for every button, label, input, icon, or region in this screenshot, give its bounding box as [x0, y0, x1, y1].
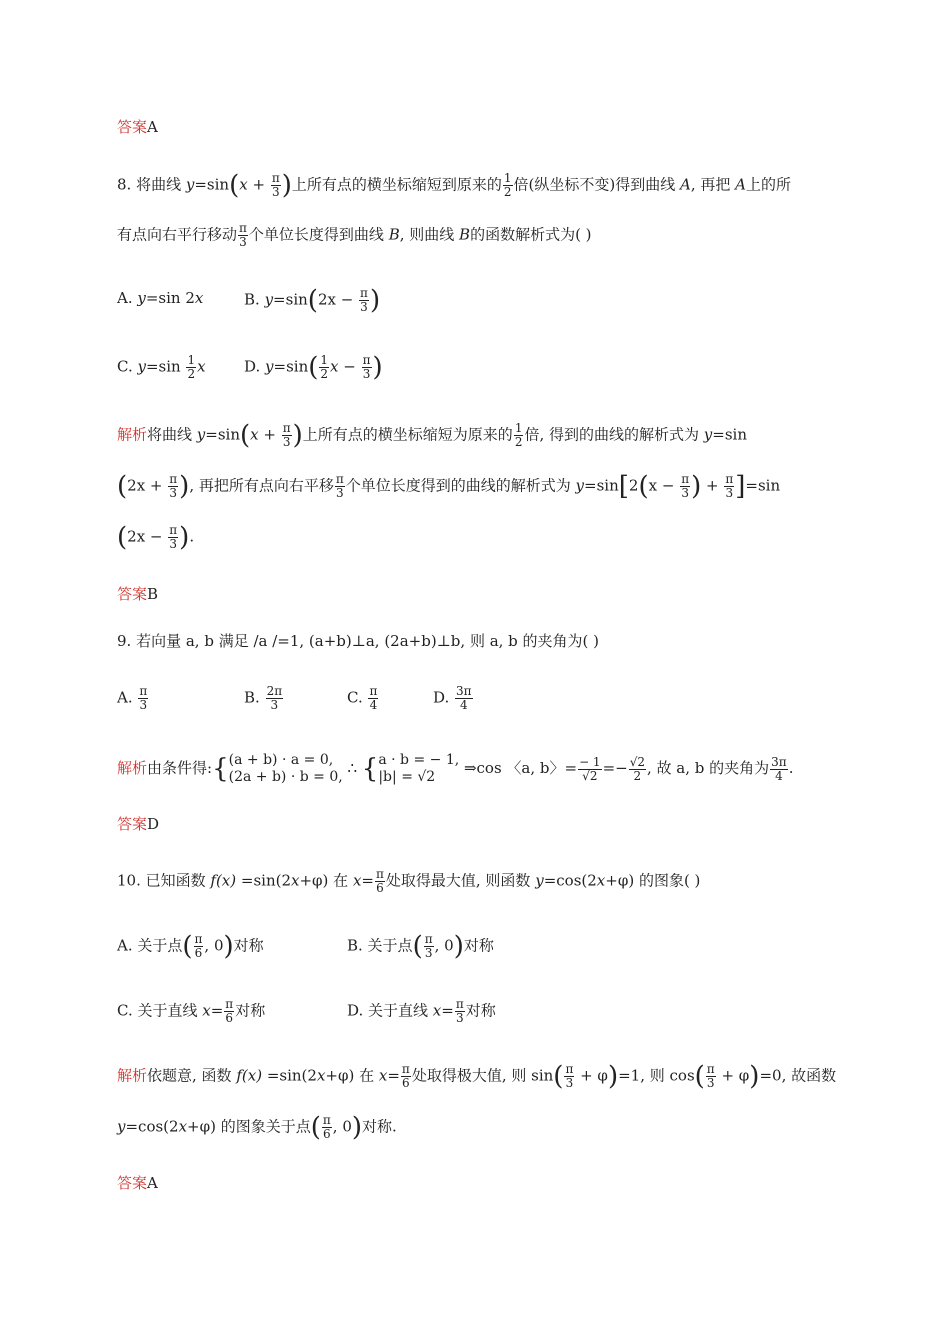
q8-text: , 则曲线 — [399, 225, 460, 244]
solution-9: 解析由条件得:{ (a + b) · a = 0, (2a + b) · b = 0, ∴ { a · b = − 1, |b| = √2 ⇒cos 〈a, b〉= $\frac{- 1}{√2}$ =− $\frac{√2}{2}$ , 故 a, b 的夹角为 $\frac{3\pi}{4}$ . — [117, 752, 794, 785]
var-y: y — [185, 175, 195, 194]
question-8-line-1: 8. 将曲线 y=sin(x + $\frac{\pi}{3}$ )上所有点的横坐标缩短到原来的 $\frac{1}{2}$ 倍(纵坐标不变)得到曲线 A, 再把 A上的所 — [117, 170, 792, 201]
q8-option-d[interactable]: D. y=sin( $\frac{1}{2}$ x − $\frac{\pi}{3}$ ) — [244, 352, 383, 383]
curve-B: B — [459, 225, 471, 244]
answer-label: 答案 — [117, 585, 148, 603]
curve-A: A — [735, 175, 746, 194]
solution-label: 解析 — [117, 1066, 148, 1085]
q8-text: , 再把 — [690, 175, 736, 194]
fraction-pi-3: $\frac{\pi}{3}$ — [239, 221, 247, 249]
answer-label: 答案 — [117, 1174, 148, 1192]
plus: + — [247, 175, 270, 194]
solution-10-line-2: y=cos(2x+φ) 的图象关于点( $\frac{\pi}{6}$ , 0)对称. — [117, 1112, 397, 1143]
q8-sin: =sin — [194, 175, 230, 194]
q8-text: 上所有点的横坐标缩短到原来的 — [291, 175, 502, 194]
q9-option-d[interactable]: D. $\frac{3\pi}{4}$ — [433, 684, 472, 712]
solution-10-line-1: 解析依题意, 函数 f(x) =sin(2x+φ) 在 x= $\frac{\pi}{6}$ 处取得极大值, 则 sin( $\frac{\pi}{3}$ + φ)=1, 则 cos( $\frac{\pi}{3}$ + φ)=0, 故函数 — [117, 1061, 837, 1092]
q8-option-b[interactable]: B. y=sin(2x − $\frac{\pi}{3}$ ) — [244, 285, 381, 316]
q8-text: 8. 将曲线 — [117, 175, 186, 194]
solution-8-line-1: 解析将曲线 y=sin(x + $\frac{\pi}{3}$ )上所有点的横坐标缩短为原来的 $\frac{1}{2}$ 倍, 得到的曲线的解析式为 y=sin — [117, 420, 747, 451]
q10-option-b[interactable]: B. 关于点( $\frac{\pi}{3}$ , 0)对称 — [347, 931, 494, 962]
answer-value: A — [147, 1174, 158, 1192]
q8-text: 上的所 — [746, 175, 792, 194]
q8-text: 个单位长度得到曲线 — [248, 225, 389, 244]
fraction-pi-3: $\frac{\pi}{3}$ — [271, 171, 280, 199]
q8-text: 有点向右平行移动 — [117, 225, 238, 244]
question-9 — [117, 630, 599, 652]
q10-option-d[interactable]: D. 关于直线 x= $\frac{\pi}{3}$ 对称 — [347, 997, 496, 1025]
solution-label: 解析 — [117, 425, 148, 444]
q8-text: 倍(纵坐标不变)得到曲线 — [513, 175, 680, 194]
q9-option-c[interactable]: C. $\frac{\pi}{4}$ — [347, 684, 378, 712]
answer-value: A — [147, 118, 158, 136]
q10-option-a[interactable]: A. 关于点( $\frac{\pi}{6}$ , 0)对称 — [117, 931, 264, 962]
curve-B: B — [388, 225, 400, 244]
answer-label: 答案 — [117, 118, 148, 136]
q9-text: 9. 若向量 a, b 满足 /a /=1, (a+b)⊥a, (2a+b)⊥b, 则 a, b 的夹角为( ) — [117, 632, 600, 650]
q9-option-b[interactable]: B. $\frac{2\pi}{3}$ — [244, 684, 283, 712]
question-10: 10. 已知函数 f(x) =sin(2x+φ) 在 x= $\frac{\pi}{6}$ 处取得最大值, 则函数 y=cos(2x+φ) 的图象( ) — [117, 867, 701, 895]
solution-label: 解析 — [117, 759, 148, 777]
answer-7 — [117, 116, 158, 138]
answer-9 — [117, 813, 159, 835]
q9-option-a[interactable]: A. $\frac{\pi}{3}$ — [117, 684, 148, 712]
question-8-line-2 — [117, 222, 592, 249]
q8-text: 的函数解析式为( ) — [470, 225, 592, 244]
solution-8-line-2: (2x + $\frac{\pi}{3}$ ), 再把所有点向右平移 $\frac{\pi}{3}$ 个单位长度得到的曲线的解析式为 y=sin[2(x − $\frac{\pi}{3}$ ) + $\frac{\pi}{3}$ ]=sin — [117, 471, 781, 502]
q10-option-c[interactable]: C. 关于直线 x= $\frac{\pi}{6}$ 对称 — [117, 997, 266, 1025]
answer-10 — [117, 1172, 158, 1194]
solution-8-line-3: (2x − $\frac{\pi}{3}$ ). — [117, 522, 195, 553]
var-x: x — [239, 175, 248, 194]
answer-value: B — [147, 585, 159, 603]
curve-A: A — [680, 175, 691, 194]
fraction-1-2: $\frac{1}{2}$ — [503, 171, 512, 199]
q8-option-a[interactable]: A. y=sin 2x — [117, 289, 204, 307]
answer-8 — [117, 583, 158, 605]
answer-label: 答案 — [117, 815, 148, 833]
q8-option-c[interactable]: C. y=sin $\frac{1}{2}$ x — [117, 353, 206, 381]
answer-value: D — [147, 815, 160, 833]
